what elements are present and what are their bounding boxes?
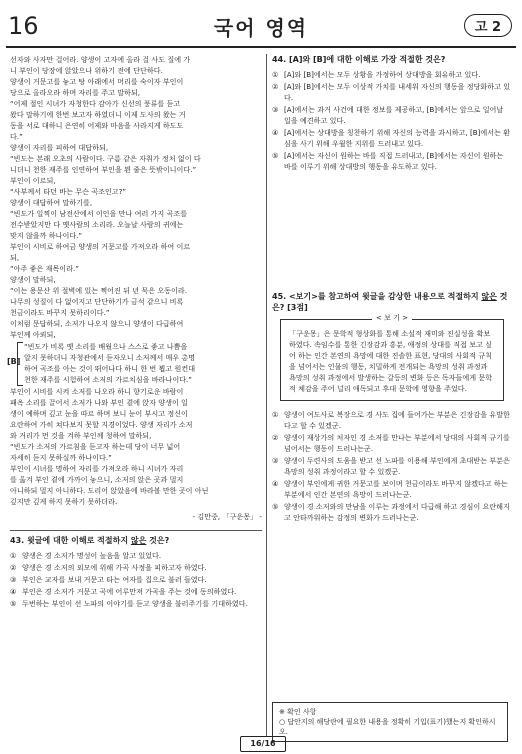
q43-choice [10, 598, 262, 609]
passage-line: 선자와 사자만 걸어라. 양생이 고자에 올라 걸 사도 질에 가 [10, 55, 191, 64]
q43-choice-text: 부인은 경 소저가 거문고 곡에 어루만져 가곡을 주는 것에 동의하였다. [22, 587, 237, 596]
passage-line: “빈도가 소저의 가르침을 듣고자 하는데 당이 너무 넓어 [10, 442, 181, 451]
passage-line: 부인이 시비를 시켜 소저를 나오라 하니 향기로운 바람이 [10, 387, 184, 396]
passage-line: 양생이 말하되, [10, 275, 56, 284]
page-footer [240, 736, 286, 752]
column-divider [266, 54, 267, 736]
notice-box [272, 702, 508, 742]
passage-line: “어제 절인 시녀가 자청한다 감아가 신선의 풍류를 듣고 [10, 99, 181, 108]
passage-line: 와 거리가 먼 것을 겨하 부인께 청하여 말하되, [10, 431, 152, 440]
passage-line: 당으로 올라오라 하며 자리를 주고 말하되, [10, 88, 141, 97]
q44-choice-number: ③ [272, 105, 279, 114]
answer-whitespace [272, 173, 512, 291]
passage-line: 다.” [10, 132, 23, 141]
q45-stem [272, 291, 512, 313]
passage-line: “빈도가 일찍이 남전산에서 이인을 만나 여러 가지 곡조를 [10, 209, 188, 218]
q44-choice-number: ④ [272, 128, 279, 137]
q43-number: 43. [10, 536, 25, 545]
q43-choice-text: 양생은 경 소저가 명성이 높음을 알고 있었다. [22, 551, 162, 560]
passage-line: 맞지 않을까 하나이다.” [10, 231, 83, 240]
q43-choice-number: ① [10, 551, 17, 560]
q43-choices [10, 550, 262, 609]
q43-choice [10, 586, 262, 597]
q45-choice-text: 양생이 두련사의 도움을 받고 선 노파를 이용해 부인에게 초대받는 부분은 욕망의 성취 과정이라고 할 수 있겠군. [284, 456, 510, 476]
q44-stem-text: [A]와 [B]에 대한 이해로 가장 적절한 것은? [288, 55, 446, 64]
q44-choice-text: [A]와 [B]에서는 모두 이상적 가치를 내세워 자신의 행동을 정당화하고 있다. [284, 82, 511, 102]
bracket-b-label: [B] [7, 357, 21, 366]
q43-stem [10, 535, 262, 546]
passage-line: 니 부인이 당장에 앉았으나 위하기 전에 단단하다. [10, 66, 163, 75]
bracket-b-line: 하여 곡조를 아는 것이 뛰어나다 하니 한 번 뵙고 원컨대 [24, 364, 196, 373]
q44-choice-text: [A]와 [B]에서는 모두 상황을 가정하여 상대방을 회유하고 있다. [284, 70, 481, 79]
passage-line: 동을 서로 대하니 은연히 어제와 마음을 사라지게 하도도 [10, 121, 184, 130]
bracket-b-line: 알지 못하더니 자청관에서 듣자오니 소저께서 매우 총명 [24, 353, 196, 362]
passage-line: 나무의 성질이 다 없어지고 단단하기가 금석 같으니 비록 [10, 297, 184, 306]
notice-text: ○ 답안지의 해당란에 필요한 내용을 정확히 기입(표기)했는지 확인하시오. [279, 718, 496, 736]
bracket-b-line: “빈도가 비록 옛 소리를 배웠으나 스스로 좋고 나쁨을 [24, 342, 188, 351]
q45-choice-number: ⑤ [272, 502, 279, 511]
subject-title: 국어 영역 [213, 16, 309, 40]
bracket-b-line: 천한 재주를 시험하여 소저의 가르치심을 바라나이다.” [24, 375, 192, 384]
passage-line: 깊지만 깊게 하지 못하기 못하더라. [10, 497, 118, 506]
q45-choice-text: 양생이 여도사로 복장으로 경 사도 집에 들어가는 부분은 긴장감을 유발한다고 할 수 있겠군. [284, 410, 510, 430]
q45-choice [272, 478, 512, 500]
q45-choice-text: 양생이 경 소저와의 만남을 이루는 과정에서 다급해 하고 경심이 요란해지고 안타까워하는 감정의 변화가 드러나는군. [284, 502, 510, 522]
q45-choice-number: ③ [272, 456, 279, 465]
q44-number: 44. [272, 55, 287, 64]
notice-title: ※ 확인 사항 [279, 708, 317, 716]
bogi-label-text: < 보 기 > [372, 314, 412, 322]
passage-line: 천금이라도 바꾸지 못하리이다.” [10, 308, 110, 317]
q43-stem-pre: 윗글에 대한 이해로 적절하지 [26, 536, 131, 545]
passage-line: 요란하여 가히 쳐다보지 못할 지경이었다. 양생 자리가 소저 [10, 420, 193, 429]
bracket-b-block [7, 341, 262, 385]
passage-line: “이는 용문산 위 절벽에 있는 쩍어진 뒤 년 묵은 오동이라. [10, 286, 187, 295]
q43-choice-number: ⑤ [10, 599, 17, 608]
grade-badge: 고 2 [464, 14, 512, 37]
passage-source: - 김만중, 「구운몽」 - [192, 512, 262, 521]
q44-choice-number: ① [272, 70, 279, 79]
passage-line: 왔다 말하기에 한번 보고자 하였더니 이제 도사의 왔는 거 [10, 110, 186, 119]
q43-choice-text: 양생은 경 소저의 외모에 위해 가곡 사정을 피하고자 하였다. [22, 563, 207, 572]
q45-stem-underline: 않은 [481, 292, 497, 301]
q45-choices [272, 409, 512, 523]
q45-choice-text: 양생이 재상가의 처자인 경 소저를 만나는 부분에서 당대의 사회적 규기를 넘어서는 행동이 드러나는군. [284, 433, 510, 453]
q44-choice-text: [A]에서는 과거 사건에 대한 정보를 제공하고, [B]에서는 앞으로 일어날 일을 예견하고 있다. [284, 105, 504, 125]
footer-total: 16 [264, 739, 276, 748]
q43-choice-number: ④ [10, 587, 17, 596]
q43-choice-number: ② [10, 563, 17, 572]
q43-choice-number: ③ [10, 575, 17, 584]
q44-choice-text: [A]에서는 상대방을 칭찬하기 위해 자신의 능력을 과시하고, [B]에서는 환심을 사기 위해 우월한 지위를 드러내고 있다. [284, 128, 511, 148]
q44-choice [272, 69, 512, 80]
q44-stem [272, 54, 512, 65]
page-header [0, 0, 522, 50]
passage-line: 되, [10, 253, 20, 262]
q44-choice-number: ⑤ [272, 151, 279, 160]
passage-line: 양생이 대답하여 말하기를, [10, 198, 93, 207]
q43-choice [10, 574, 262, 585]
passage-text-continued [10, 386, 262, 507]
passage-line: “사부께서 타던 바는 무슨 곡조인고?” [10, 187, 127, 196]
q45-choice [272, 409, 512, 431]
q45-choice [272, 432, 512, 454]
bogi-label [281, 313, 503, 324]
passage-line: 니더니 천한 재주를 인연하여 부인을 뵌 줄은 뜻밖이니이다.” [10, 165, 197, 174]
q45-number: 45. [272, 292, 287, 301]
left-column [7, 54, 262, 610]
passage-line: 양생이 자리를 피하여 대답하되, [10, 143, 109, 152]
passage-line: 생이 예하며 깊고 눈을 따르 하며 보니 눈이 부시고 정신이 [10, 409, 188, 418]
q45-choice-number: ④ [272, 479, 279, 488]
q43-choice [10, 562, 262, 573]
q44-choices [272, 69, 512, 172]
q45-stem-pre: <보기>를 참고하여 윗글을 감상한 내용으로 적절하지 [288, 292, 482, 301]
q43-stem-underline: 않은 [130, 536, 147, 545]
q45-choice-text: 양생이 부인에게 귀한 거문고를 보이며 천금이라도 바꾸지 않겠다고 하는 부분에서 인간 본연의 욕망이 드러나는군. [284, 479, 508, 499]
q44-choice [272, 81, 512, 103]
bogi-text: 「구운몽」은 문학적 형상화를 통해 소설적 재미와 진실성을 확보하였다. 속임수를 통한 긴장감과 흥분, 애정의 상대를 직접 보고 싶어 하는 인간 본연의 욕망에 대한 진솔한 표현, 당대의 사회적 규칙을 넘어서는 인물의 행동, 치밀하게 전개되는 욕망의 성취 과정과 욕망의 성취 과정에서 발생하는 갈등의 변화 등은 독자들에게 문학적 체감을 주어 널리 애독되고 후대 문학에 영향을 주었다. [289, 329, 493, 393]
passage-line: 부인이 시비로 하여금 양생의 거문고를 가져오라 하여 이르 [10, 242, 191, 251]
passage-line: 를 옮겨 부인 곁에 가까이 놓으니, 소저의 앉은 곳과 멀지 [10, 475, 184, 484]
page-number: 16 [8, 12, 39, 40]
passage-line: 아니하되 멀지 아니하다. 도리어 앉았음에 바라볼 만한 곳이 아닌 [10, 486, 209, 495]
bracket-b-text [24, 341, 262, 385]
passage-line: 전수받았지만 다 옛사람의 소리라. 오늘날 사람의 귀에는 [10, 220, 184, 229]
passage-line: “아주 좋은 재목이라.” [10, 264, 79, 273]
passage-line: 부인이 이르되, [10, 176, 56, 185]
footer-page: 16 [250, 739, 262, 748]
q44-choice [272, 104, 512, 126]
footer-slash: / [261, 739, 265, 748]
question-divider [10, 530, 262, 531]
q43-choice [10, 550, 262, 561]
q45-choice [272, 455, 512, 477]
q44-choice [272, 127, 512, 149]
passage-line: 부인께 아뢰되, [10, 330, 56, 339]
q45-choice [272, 501, 512, 523]
q45-choice-number: ① [272, 410, 279, 419]
q43-choice-text: 부인은 교자를 보내 거문고 타는 여자를 집으로 불러 들였다. [22, 575, 207, 584]
passage-line: “빈도는 본래 오초의 사람이다. 구름 같은 자취가 정처 없이 다 [10, 154, 201, 163]
q44-choice [272, 150, 512, 172]
q44-choice-number: ② [272, 82, 279, 91]
q45-choice-number: ② [272, 433, 279, 442]
passage-text [10, 54, 262, 340]
passage-line: 자세히 듣지 못하실까 하나이다.” [10, 453, 112, 462]
passage-line: 부인이 시녀를 명하여 자리를 가져오라 하니 시녀가 자리 [10, 464, 184, 473]
passage-line: 이처럼 문답하되, 소저가 나오지 않으니 양생이 다급하여 [10, 319, 184, 328]
q43-stem-post: 것은? [146, 536, 170, 545]
bogi-box [280, 314, 504, 401]
right-column [272, 54, 512, 524]
q45-stem-post: 것은? [3점] [272, 292, 508, 312]
header-rule [6, 46, 516, 48]
passage-line: 패옥 소리를 끌어서 소저가 나와 부인 곁에 앉자 양생이 일 [10, 398, 188, 407]
q43-choice-text: 두번하는 부인이 선 노파의 이야기를 듣고 양생을 불러주기를 기대하였다. [22, 599, 248, 608]
q44-choice-text: [A]에서는 자신이 원하는 바를 직접 드러내고, [B]에서는 자신이 원하는 바를 이루기 위해 상대방의 행동을 유도하고 있다. [284, 151, 504, 171]
passage-line: 양생이 거문고를 놓고 탕 아래에서 머리를 숙이자 부인이 [10, 77, 184, 86]
